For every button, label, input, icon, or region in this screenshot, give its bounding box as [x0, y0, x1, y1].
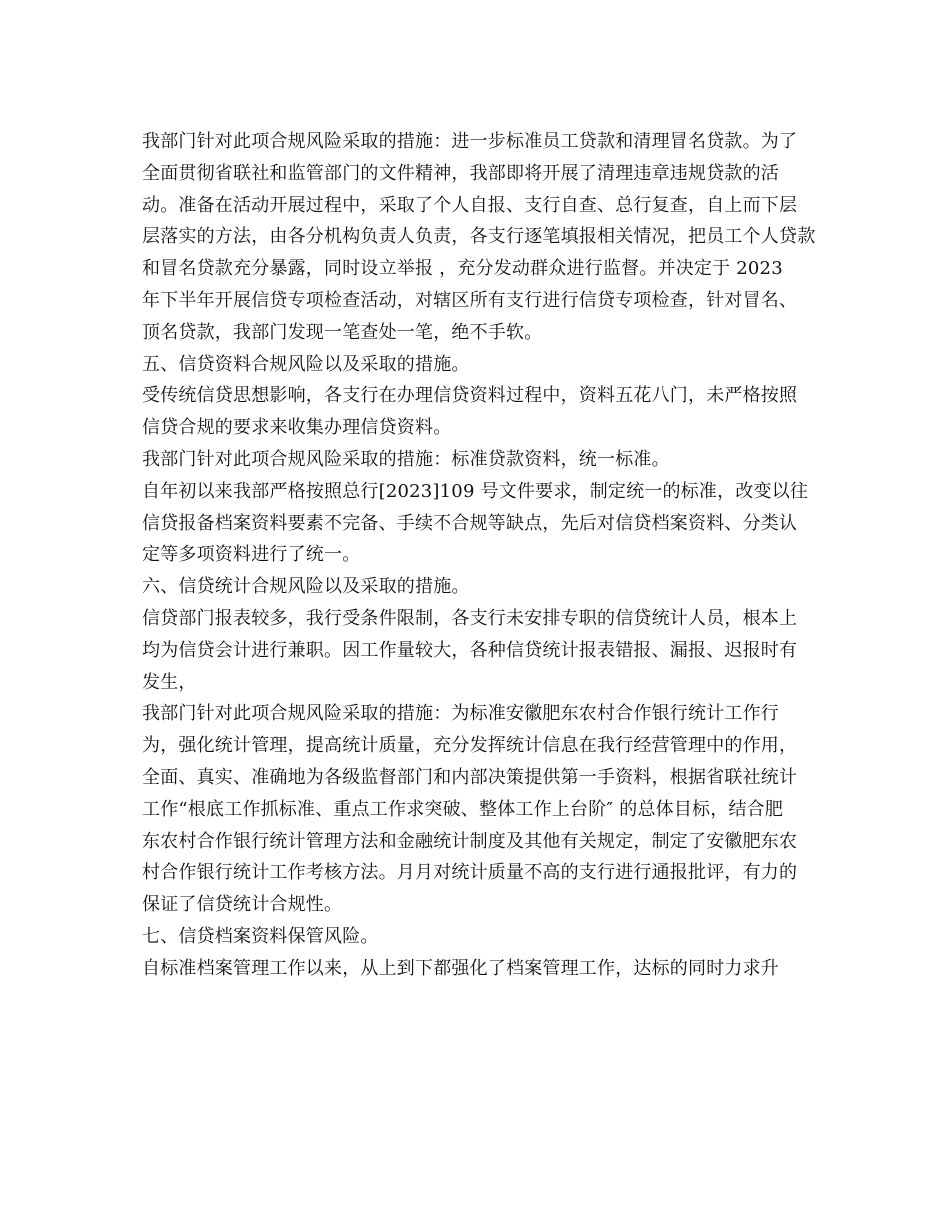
text-line: 受传统信贷思想影响，各支行在办理信贷资料过程中，资料五花八门，未严格按照 — [142, 385, 798, 407]
text-line: 动。准备在活动开展过程中，采取了个人自报、支行自查、总行复查，自上而下层 — [142, 194, 798, 216]
text-line: 我部门针对此项合规风险采取的措施：标准贷款资料，统一标准。 — [142, 448, 670, 470]
text-line: 和冒名贷款充分暴露，同时设立举报 ，充分发动群众进行监督。并决定于 2023 — [142, 258, 783, 280]
document-body — [142, 126, 818, 985]
text-line: 全面贯彻省联社和监管部门的文件精神，我部即将开展了清理违章违规贷款的活 — [142, 162, 779, 184]
text-line: 东农村合作银行统计管理方法和金融统计制度及其他有关规定，制定了安徽肥东农 — [142, 830, 798, 852]
text-line: 发生， — [142, 671, 197, 693]
text-line: 全面、真实、准确地为各级监督部门和内部决策提供第一手资料，根据省联社统计 — [142, 766, 798, 788]
text-line: 年下半年开展信贷专项检查活动，对辖区所有支行进行信贷专项检查，针对冒名、 — [142, 289, 798, 311]
text-line: 我部门针对此项合规风险采取的措施：进一步标准员工贷款和清理冒名贷款。为了 — [142, 131, 798, 152]
section-heading: 六、信贷统计合规风险以及采取的措施。 — [142, 576, 470, 598]
text-line: 自年初以来我部严格按照总行[2023]109 号文件要求，制定统一的标准，改变以往 — [142, 480, 809, 502]
text-line: 均为信贷会计进行兼职。因工作量较大，各种信贷统计报表错报、漏报、迟报时有 — [142, 639, 798, 661]
text-line: 信贷合规的要求来收集办理信贷资料。 — [142, 417, 452, 439]
section-heading: 五、信贷资料合规风险以及采取的措施。 — [142, 353, 470, 375]
text-line: 信贷部门报表较多，我行受条件限制，各支行未安排专职的信贷统计人员，根本上 — [142, 607, 798, 629]
text-line: 定等多项资料进行了统一。 — [142, 544, 361, 566]
text-line: 信贷报备档案资料要素不完备、手续不合规等缺点，先后对信贷档案资料、分类认 — [142, 512, 798, 534]
text-line: 层落实的方法，由各分机构负责人负责，各支行逐笔填报相关情况，把员工个人贷款 — [142, 226, 816, 248]
text-line: 保证了信贷统计合规性。 — [142, 894, 343, 916]
text-line: 工作“根底工作抓标准、重点工作求突破、整体工作上台阶″ 的总体目标，结合肥 — [142, 798, 784, 820]
text-line: 顶名贷款，我部门发现一笔查处一笔，绝不手软。 — [142, 321, 543, 343]
text-line: 为，强化统计管理，提高统计质量，充分发挥统计信息在我行经营管理中的作用， — [142, 735, 798, 757]
text-line: 我部门针对此项合规风险采取的措施：为标准安徽肥东农村合作银行统计工作行 — [142, 703, 779, 725]
text-line: 自标准档案管理工作以来，从上到下都强化了档案管理工作，达标的同时力求升 — [142, 957, 779, 979]
text-line: 村合作银行统计工作考核方法。月月对统计质量不高的支行进行通报批评，有力的 — [142, 862, 798, 884]
section-heading: 七、信贷档案资料保管风险。 — [142, 925, 379, 947]
